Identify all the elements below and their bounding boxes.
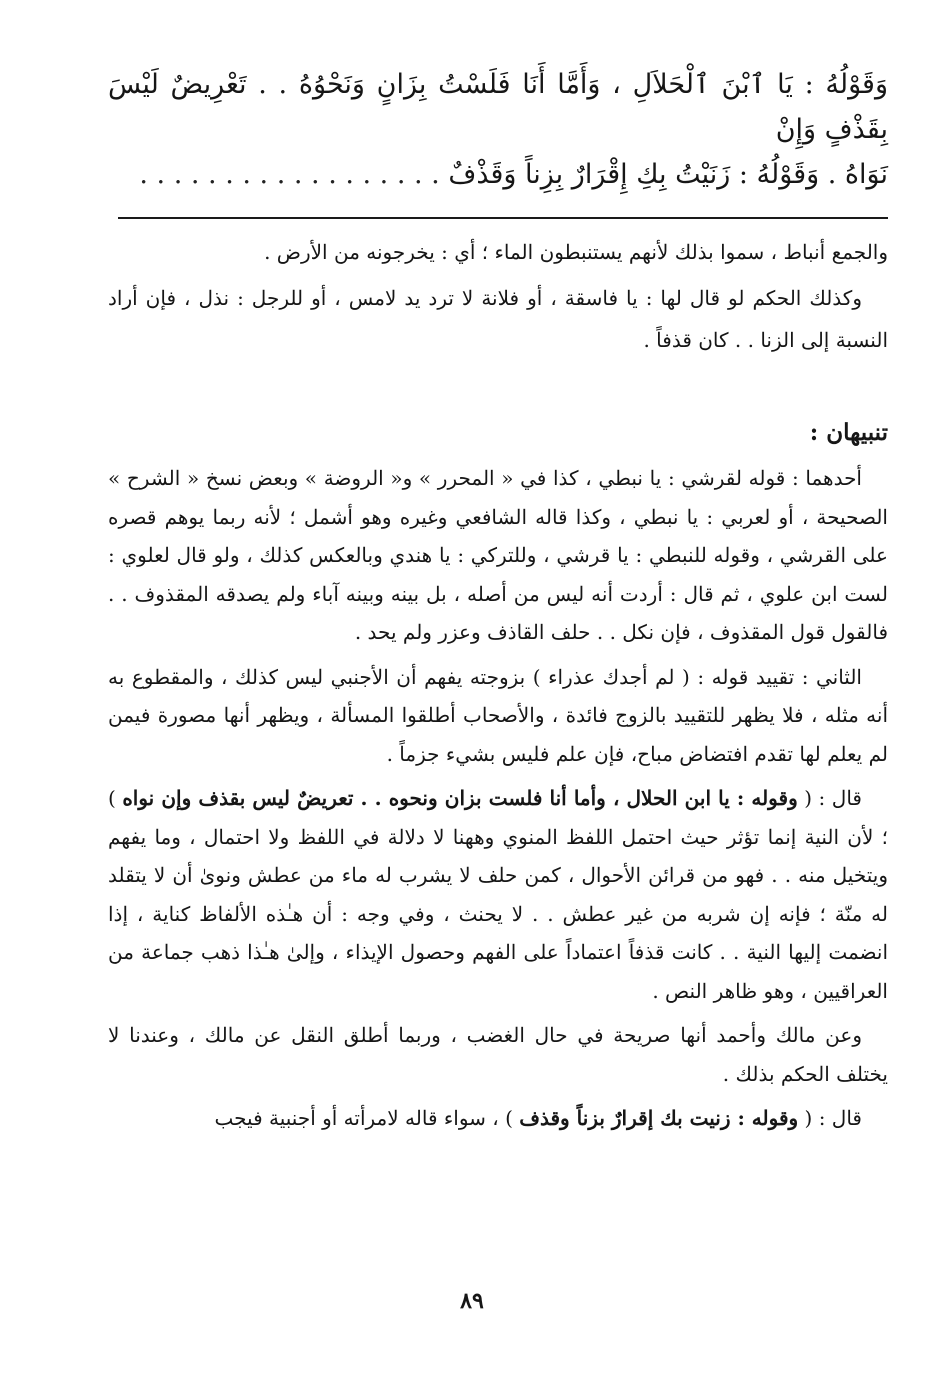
commentary-text: ) ؛ لأن النية إنما تؤثر حيث احتمل اللفظ المنوي وههنا لا دلالة في اللفظ ولا احتمال ، وما يفهم ويتخيل منه . . فهو من قرائن الأحوال ، كمن حلف لا يشرب له ماء من عطش ونوىٰ أن لا يتقلد له منّة ؛ فإنه إن شربه من غير عطش . . لا يحنث ، وفي وجه : أن هـٰذه الألفاظ كناية ، إذا انضمت إليها النية . . كانت قذفاً اعتماداً على الفهم وحصول الإيذاء ، وإلىٰ هـٰذا ذهب جماعة من العراقيين ، وهو ظاهر النص . bbox=[108, 786, 888, 1003]
footnote-divider bbox=[118, 217, 888, 219]
quoted-matn: وقوله : زنيت بك إقرارٌ بزناً وقذف bbox=[519, 1106, 799, 1130]
quote-prefix: قال : ( bbox=[798, 1106, 862, 1130]
matn-dots: . . . . . . . . . . . . . . . . . . bbox=[139, 159, 440, 190]
footnote-2: وكذلك الحكم لو قال لها : يا فاسقة ، أو فلانة لا ترد يد لامس ، أو للرجل : نذل ، فإن أراد النسبة إلى الزنا . . كان قذفاً . bbox=[108, 286, 888, 352]
matn-text bbox=[108, 62, 888, 197]
book-page bbox=[108, 62, 888, 1144]
paragraph-first-note: أحدهما : قوله لقرشي : يا نبطي ، كذا في « المحرر » و« الروضة » وبعض نسخ « الشرح » الصحيحة ، أو لعربي : يا نبطي ، وكذا قاله الشافعي وغيره وهو أشمل ؛ لأنه ربما يوهم قصره على القرشي ، وقوله للنبطي : يا قرشي ، وللتركي : يا هندي وبالعكس كذلك ، ولو قال لعلوي : لست ابن علوي ، ثم قال : أردت أنه ليس من أصله ، بل بينه وبينه آباء ولم يصدقه المقذوف . . فالقول قول المقذوف ، فإن نكل . . حلف القاذف وعزر ولم يحد . bbox=[108, 466, 888, 644]
paragraph-commentary-1 bbox=[108, 779, 888, 1010]
section-heading: تنبيهان : bbox=[809, 419, 888, 446]
footnote-1: والجمع أنباط ، سموا بذلك لأنهم يستنبطون الماء ؛ أي : يخرجونه من الأرض . bbox=[264, 240, 888, 264]
quote-prefix: قال : ( bbox=[797, 786, 862, 810]
matn-line-2 bbox=[108, 152, 888, 197]
commentary-text: ) ، سواء قاله لامرأته أو أجنبية فيجب bbox=[214, 1106, 520, 1130]
paragraph-madhhab-views: وعن مالك وأحمد أنها صريحة في حال الغضب ، وربما أطلق النقل عن مالك ، وعندنا لا يختلف الحكم بذلك . bbox=[108, 1023, 888, 1086]
matn-line-1: وَقَوْلُهُ : يَا ٱبْنَ ٱلْحَلاَلِ ، وَأَمَّا أَنَا فَلَسْتُ بِزَانٍ وَنَحْوُهُ . . تَعْرِيضٌ لَيْسَ بِقَذْفٍ وَإِنْ bbox=[108, 69, 888, 145]
paragraph-commentary-2 bbox=[108, 1099, 888, 1138]
quoted-matn: وقوله : يا ابن الحلال ، وأما أنا فلست بزان ونحوه . . تعريضٌ ليس بقذف وإن نواه bbox=[122, 786, 798, 810]
page-number: ٨٩ bbox=[460, 1288, 484, 1314]
matn-line-2-text: نَوَاهُ . وَقَوْلُهُ : زَنَيْتُ بِكِ إِقْرَارٌ بِزِناً وَقَذْفٌ bbox=[448, 159, 888, 190]
paragraph-second-note: الثاني : تقييد قوله : ( لم أجدك عذراء ) بزوجته يفهم أن الأجنبي ليس كذلك ، والمقطوع به أنه مثله ، فلا يظهر للتقييد بالزوج فائدة ، والأصحاب أطلقوا المسألة ، ويظهر أنها مصورة فيمن لم يعلم لها تقدم افتضاض مباح، فإن علم فليس بشيء جزماً . bbox=[108, 664, 888, 766]
